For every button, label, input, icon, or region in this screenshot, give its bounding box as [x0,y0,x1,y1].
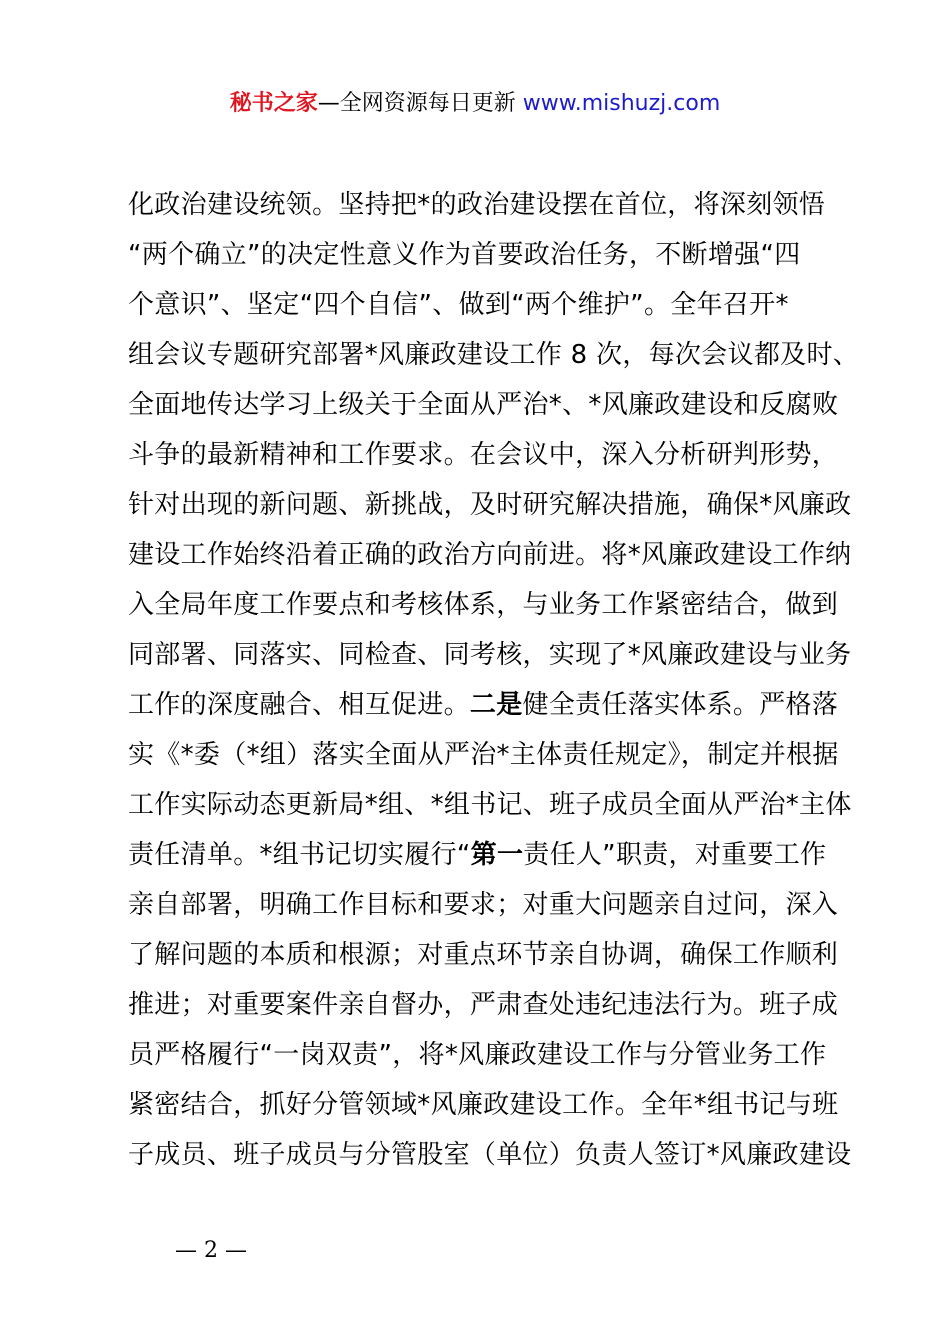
page-number: — 2 — [175,1238,247,1263]
text-line [128,330,860,380]
text-segment: 责任人”职责，对重要工作 [523,840,827,870]
text-segment: 组会议专题研究部署*风廉政建设工作 8 次，每次会议都及时、 [128,340,860,370]
bold-text-segment: 二是 [469,690,523,720]
text-line [128,1080,838,1130]
text-segment: 了解问题的本质和根源；对重点环节亲自协调，确保工作顺利 [128,940,839,970]
website-link[interactable]: www.mishuzj.com [522,91,721,116]
text-line [128,480,852,530]
text-segment: 工作的深度融合、相互促进。 [128,690,470,720]
text-line [128,580,838,630]
text-segment: 亲自部署，明确工作目标和要求；对重大问题亲自过问，深入 [128,890,839,920]
text-segment: “两个确立”的决定性意义作为首要政治任务，不断增强“四 [128,240,801,270]
text-segment: 子成员、班子成员与分管股室（单位）负责人签订*风廉政建设 [128,1140,852,1170]
text-segment: 工作实际动态更新局*组、*组书记、班子成员全面从严治*主体 [128,790,852,820]
text-segment: 责任清单。*组书记切实履行“ [128,840,471,870]
text-segment: 同部署、同落实、同检查、同考核，实现了*风廉政建设与业务 [128,640,852,670]
text-line [128,780,852,830]
text-segment: 推进；对重要案件亲自督办，严肃查处违纪违法行为。班子成 [128,990,839,1020]
text-line [128,530,852,580]
text-line [128,680,838,730]
text-line [128,630,852,680]
text-line [128,280,838,330]
text-segment: 实《*委（*组）落实全面从严治*主体责任规定》，制定并根据 [128,740,839,770]
text-segment: 员严格履行“一岗双责”，将*风廉政建设工作与分管业务工作 [128,1040,827,1070]
text-segment: 化政治建设统领。坚持把*的政治建设摆在首位，将深刻领悟 [128,190,826,220]
text-segment: 健全责任落实体系。严格落 [522,690,839,720]
text-line [128,230,838,280]
text-segment: 紧密结合，抓好分管领域*风廉政建设工作。全年*组书记与班 [128,1090,839,1120]
text-line [128,380,838,430]
text-line [128,880,838,930]
text-line [128,830,838,880]
text-line [128,980,838,1030]
header-tagline: —全网资源每日更新 [317,91,523,116]
text-line [128,1030,838,1080]
text-segment: 斗争的最新精神和工作要求。在会议中，深入分析研判形势， [128,440,839,470]
text-segment: 个意识”、坚定“四个自信”、做到“两个维护”。全年召开* [128,290,789,320]
body-text [128,180,860,1180]
text-line [128,430,838,480]
bold-text-segment: 第一 [470,840,524,870]
text-segment: 入全局年度工作要点和考核体系，与业务工作紧密结合，做到 [128,590,839,620]
text-segment: 建设工作始终沿着正确的政治方向前进。将*风廉政建设工作纳 [128,540,852,570]
text-line [128,730,838,780]
text-line [128,180,838,230]
text-segment: 全面地传达学习上级关于全面从严治*、*风廉政建设和反腐败 [128,390,839,420]
page-header [0,88,950,120]
text-line [128,930,838,980]
brand-name: 秘书之家 [229,91,318,116]
text-line [128,1130,852,1180]
text-segment: 针对出现的新问题、新挑战，及时研究解决措施，确保*风廉政 [128,490,852,520]
